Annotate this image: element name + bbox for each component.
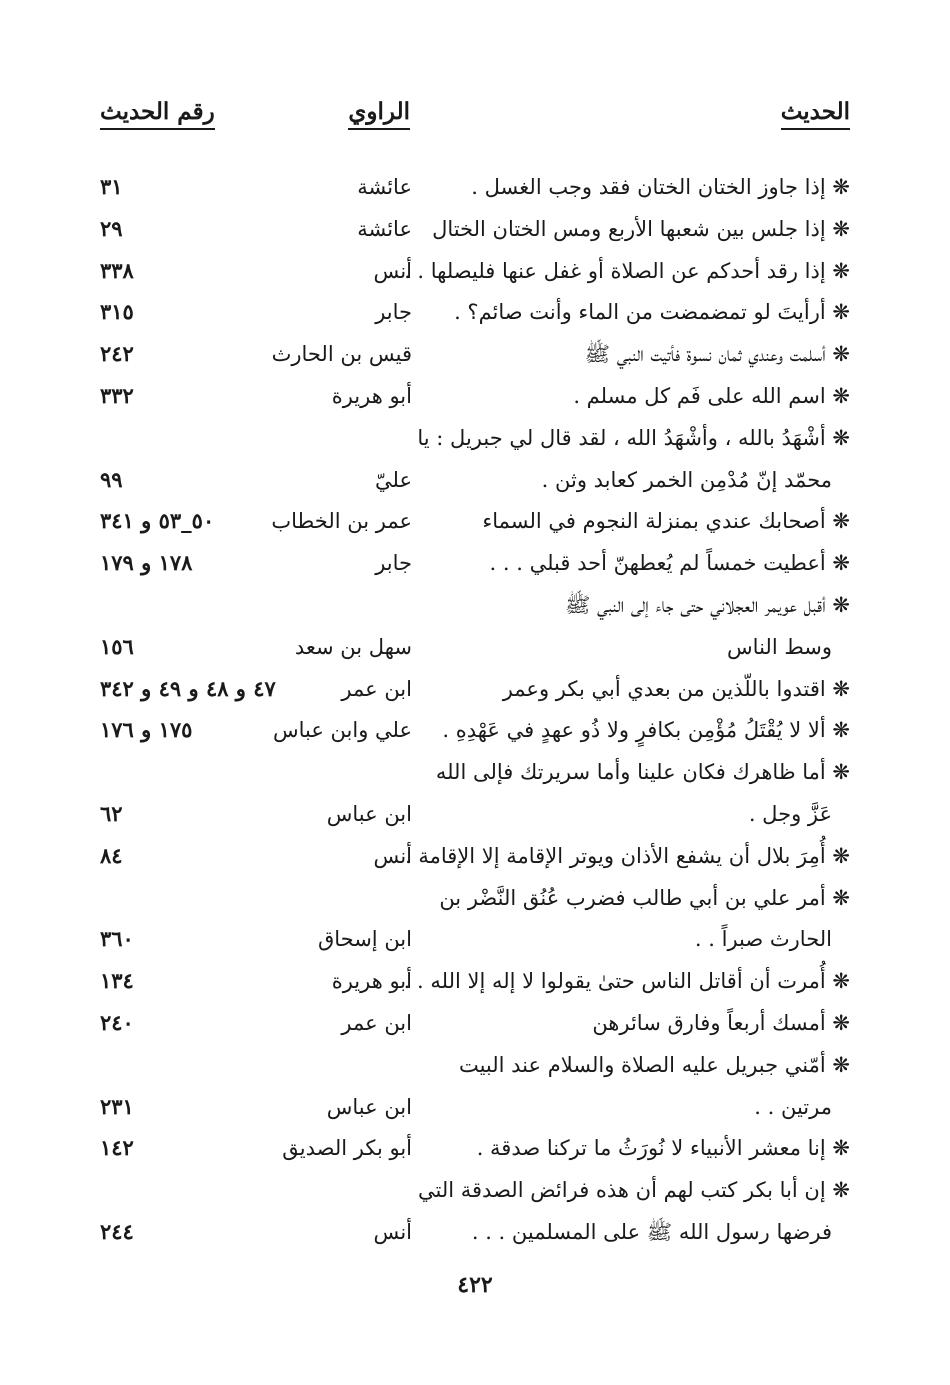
hadith-number: ٢٤٢: [100, 341, 134, 367]
narrator-name: ابن عمر: [341, 1011, 412, 1035]
hadith-text: [412, 1211, 832, 1253]
narrator-name: ابن عباس: [326, 1094, 412, 1119]
narrator-name: عمر بن الخطاب: [271, 509, 412, 534]
index-row: [0, 793, 950, 835]
hadith-number: ٨٤: [100, 842, 123, 868]
index-row: [0, 960, 950, 1002]
hadith-number: ١٧٨ و ١٧٩: [100, 550, 193, 576]
bullet-star-icon: ❋: [832, 593, 850, 617]
hadith-number: ٢٣١: [100, 1093, 134, 1119]
hadith-text: [405, 835, 850, 877]
hadith-text: [430, 1127, 850, 1169]
index-row: [0, 542, 950, 584]
hadith-text-content: أمّني جبريل عليه الصلاة والسلام عند البيت: [458, 1052, 826, 1077]
hadith-text-content: فرضها رسول الله ﷺ على المسلمين . . .: [471, 1220, 832, 1244]
hadith-text-content: ألا لا يُقْتَلُ مُؤْمِن بكافرٍ ولا ذُو عهدٍ في عَهْدِهِ .: [442, 718, 826, 743]
narrator-name: أنس: [373, 1220, 412, 1244]
hadith-text-content: الحارث صبراً . .: [694, 927, 832, 952]
bullet-star-icon: ❋: [832, 1052, 850, 1077]
index-row: [0, 1169, 950, 1211]
index-row: [0, 1211, 950, 1253]
index-row: [0, 417, 950, 459]
narrator-name: علي وابن عباس: [272, 718, 412, 743]
hadith-number: ٢٤٠: [100, 1010, 134, 1035]
hadith-number: ٦٢: [100, 801, 123, 826]
index-row: [0, 500, 950, 542]
bullet-star-icon: ❋: [832, 969, 850, 994]
header-number: رقم الحديث: [100, 98, 300, 134]
hadith-text: [430, 751, 850, 793]
bullet-star-icon: ❋: [832, 1178, 850, 1203]
hadith-text: [412, 793, 832, 835]
hadith-text: [404, 250, 850, 292]
bullet-star-icon: ❋: [832, 300, 850, 325]
index-row: [0, 166, 950, 208]
hadith-text-content: أقبل عويمر العجلاني حتى جاء إلى النبي ﷺ: [564, 593, 826, 617]
index-row: [0, 668, 950, 710]
hadith-text-content: إن أبا بكر كتب لهم أن هذه فرائض الصدقة التي: [418, 1178, 826, 1203]
hadith-text: [430, 1002, 850, 1044]
narrator-name: عائشة: [357, 175, 412, 199]
hadith-text-content: عَزَّ وجل .: [748, 802, 832, 826]
bullet-star-icon: ❋: [832, 509, 850, 534]
hadith-number: ٢٩: [100, 215, 123, 241]
hadith-number: ٣١٥: [100, 299, 134, 325]
hadith-text-content: أما ظاهرك فكان علينا وأما سريرتك فإلى الله: [435, 760, 826, 785]
hadith-text: [430, 333, 850, 375]
hadith-text-content: أمر علي بن أبي طالب فضرب عُنُق النَّضْر بن: [439, 885, 826, 910]
index-row: [0, 626, 950, 668]
narrator-name: أبو بكر الصديق: [282, 1136, 412, 1161]
hadith-text-content: أصحابك عندي بمنزلة النجوم في السماء: [482, 509, 826, 534]
narrator-name: ابن إسحاق: [317, 927, 412, 952]
hadith-text: [430, 208, 850, 250]
hadith-number: ١٣٤: [100, 968, 134, 994]
narrator-name: أبو هريرة: [331, 384, 412, 408]
hadith-text: [412, 918, 832, 960]
hadith-text: [430, 542, 850, 584]
narrator-name: عائشة: [357, 216, 412, 241]
hadith-text: [430, 1044, 850, 1086]
narrator-name: قيس بن الحارث: [271, 342, 412, 367]
hadith-text: [412, 459, 832, 501]
header-narrator: الراوي: [210, 98, 410, 134]
index-row: [0, 751, 950, 793]
bullet-star-icon: ❋: [832, 843, 850, 868]
hadith-number: ٥٠_٥٣ و ٣٤١: [100, 508, 215, 534]
bullet-star-icon: ❋: [832, 384, 850, 408]
index-row: [0, 1086, 950, 1128]
hadith-text-content: وسط الناس: [727, 634, 832, 659]
narrator-name: جابر: [375, 300, 412, 325]
hadith-text: [430, 584, 850, 626]
index-row: [0, 918, 950, 960]
page-number: ٤٢٢: [457, 1272, 493, 1298]
index-row: [0, 1002, 950, 1044]
narrator-name: جابر: [375, 551, 412, 576]
narrator-name: ابن عباس: [326, 802, 412, 826]
bullet-star-icon: ❋: [832, 760, 850, 785]
hadith-text-content: إذا جلس بين شعبها الأربع ومس الختان الختال: [432, 216, 826, 241]
bullet-star-icon: ❋: [832, 718, 850, 743]
hadith-text-content: أسلمت وعندي ثمان نسوة فأتيت النبي ﷺ: [584, 342, 826, 367]
hadith-text-content: أُمرت أن أقاتل الناس حتىٰ يقولوا لا إله إلا الله . .: [403, 969, 826, 994]
bullet-star-icon: ❋: [832, 342, 850, 367]
hadith-number: ٣١: [100, 174, 123, 199]
hadith-text-content: أشْهَدُ بالله ، وأشْهَدُ الله ، لقد قال لي جبريل : يا: [417, 425, 826, 450]
hadith-number: ٩٩: [100, 466, 123, 492]
bullet-star-icon: ❋: [832, 175, 850, 199]
bullet-star-icon: ❋: [832, 676, 850, 701]
hadith-text-content: اسم الله على فَم كل مسلم .: [573, 384, 826, 408]
hadith-text-content: أرأيتَ لو تمضمضت من الماء وأنت صائم؟ .: [454, 300, 826, 325]
index-row: [0, 208, 950, 250]
hadith-text-content: مرتين . .: [754, 1094, 832, 1119]
index-row: [0, 877, 950, 919]
narrator-name: ابن عمر: [341, 676, 412, 701]
index-row: [0, 584, 950, 626]
narrator-name: أنس: [373, 258, 412, 283]
hadith-text: [412, 626, 832, 668]
narrator-name: أنس: [373, 843, 412, 868]
hadith-number: ١٤٢: [100, 1135, 134, 1161]
index-row: [0, 1127, 950, 1169]
index-row: [0, 709, 950, 751]
hadith-number: ٣٣٨: [100, 257, 134, 283]
bullet-star-icon: ❋: [832, 1011, 850, 1035]
hadith-text: [430, 166, 850, 208]
bullet-star-icon: ❋: [832, 1136, 850, 1161]
index-row: [0, 1044, 950, 1086]
hadith-text: [430, 709, 850, 751]
hadith-text-content: إذا جاوز الختان الختان فقد وجب الغسل .: [471, 175, 826, 199]
bullet-star-icon: ❋: [832, 551, 850, 576]
index-row: [0, 459, 950, 501]
hadith-text-content: اقتدوا باللّذين من بعدي أبي بكر وعمر: [502, 676, 826, 701]
hadith-number: ٣٦٠: [100, 926, 134, 952]
header-hadith: الحديث: [550, 98, 850, 134]
bullet-star-icon: ❋: [832, 425, 850, 450]
hadith-number: ١٥٦: [100, 633, 134, 659]
index-row: [0, 375, 950, 417]
index-row: [0, 835, 950, 877]
hadith-text: [430, 291, 850, 333]
hadith-number: ٢٤٤: [100, 1219, 134, 1244]
index-row: [0, 291, 950, 333]
hadith-text: [417, 417, 850, 459]
hadith-text-content: إنا معشر الأنبياء لا نُورَثُ ما تركنا صدقة .: [476, 1136, 826, 1161]
hadith-number: ٣٣٢: [100, 383, 134, 408]
index-row: [0, 250, 950, 292]
hadith-text: [430, 375, 850, 417]
hadith-text: [403, 960, 850, 1002]
bullet-star-icon: ❋: [832, 216, 850, 241]
bullet-star-icon: ❋: [832, 258, 850, 283]
hadith-text-content: أعطيت خمساً لم يُعطهنّ أحد قبلي . . .: [489, 551, 826, 576]
hadith-text-content: أُمِرَ بلال أن يشفع الأذان ويوتر الإقامة إلا الإقامة .: [405, 843, 826, 868]
hadith-number: ١٧٥ و ١٧٦: [100, 717, 193, 743]
hadith-text: [430, 668, 850, 710]
narrator-name: سهل بن سعد: [294, 634, 412, 659]
narrator-name: عليّ: [375, 467, 412, 492]
hadith-text: [412, 1086, 832, 1128]
index-row: [0, 333, 950, 375]
narrator-name: أبو هريرة: [331, 969, 412, 994]
hadith-text: [430, 877, 850, 919]
hadith-text: [418, 1169, 850, 1211]
hadith-text: [430, 500, 850, 542]
hadith-text-content: محمّد إنّ مُدْمِن الخمر كعابد وثن .: [541, 467, 832, 492]
bullet-star-icon: ❋: [832, 885, 850, 910]
hadith-text-content: أمسك أربعاً وفارق سائرهن: [592, 1011, 826, 1035]
hadith-text-content: إذا رقد أحدكم عن الصلاة أو غفل عنها فليصلها . .: [404, 258, 826, 283]
hadith-number: ٤٧ و ٤٨ و ٤٩ و ٣٤٢: [100, 675, 276, 701]
